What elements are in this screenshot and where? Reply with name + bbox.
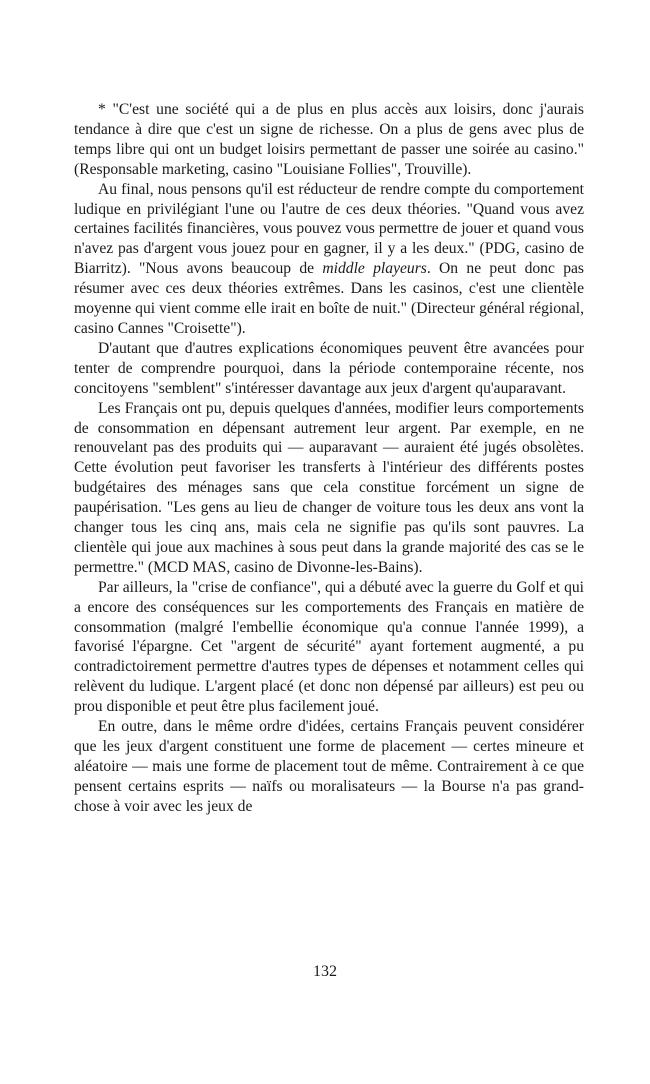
body-text xyxy=(74,100,584,817)
paragraph-3 xyxy=(74,339,584,399)
paragraph-1-text: * "C'est une société qui a de plus en plus accès aux loisirs, donc j'aurais tendance à dire que c'est un signe de richesse. On a plus de gens avec plus de temps libre qui ont un budget loisirs permettant de passer une soirée au casino." (Responsable marketing, casino "Louisiane Follies", Trouville). xyxy=(74,101,584,178)
paragraph-6-text: En outre, dans le même ordre d'idées, certains Français peuvent considérer que les jeux d'argent constituent une forme de placement — certes mineure et aléatoire — mais une forme de placement tout de même. Contrairement à ce que pensent certains esprits — naïfs ou moralisateurs — la Bourse n'a pas grand-chose à voir avec les jeux de xyxy=(74,718,584,815)
paragraph-5-text: Par ailleurs, la "crise de confiance", qui a débuté avec la guerre du Golf et qui a encore des conséquences sur les comportements des Français en matière de consommation (malgré l'embellie économique qu'a connue l'année 1999), a favorisé l'épargne. Cet "argent de sécurité" ayant fortement augmenté, a pu contradictoirement permettre d'autres types de dépenses et notamment celles qui relèvent du ludique. L'argent placé (et donc non dépensé par ailleurs) est peu ou prou disponible et peut être plus facilement joué. xyxy=(74,578,584,716)
paragraph-2-text-after: . On ne peut donc pas résumer avec ces deux théories extrêmes. Dans les casinos, c'est une clientèle moyenne qui vient comme elle irait en boîte de nuit." (Directeur général régional, casino Cannes "Croisette"). xyxy=(74,260,584,337)
paragraph-2-emphasis: middle playeurs xyxy=(322,260,427,278)
paragraph-3-text: D'autant que d'autres explications économiques peuvent être avancées pour tenter de comprendre pourquoi, dans la période contemporaine récente, nos concitoyens "semblent" s'intéresser davantage aux jeux d'argent qu'auparavant. xyxy=(74,339,584,397)
paragraph-5 xyxy=(74,578,584,717)
paragraph-4 xyxy=(74,399,584,578)
paragraph-6 xyxy=(74,717,584,817)
page-number: 132 xyxy=(313,963,337,980)
paragraph-2-text: Au final, nous pensons qu'il est réducteur de rendre compte du comportement ludique en privilégiant l'une ou l'autre de ces deux théories. "Quand vous avez certaines facilités financières, vous pouvez vous permettre de jouer et quand vous n'avez pas d'argent vous jouez pour en gagner, il y a les deux." (PDG, casino de Biarritz). "Nous avons beaucoup de xyxy=(74,180,584,278)
paragraph-4-text: Les Français ont pu, depuis quelques d'années, modifier leurs comportements de consommation en dépensant autrement leur argent. Par exemple, en ne renouvelant pas des produits qui — auparavant — auraient été jugés obsolètes. Cette évolution peut favoriser les transferts à l'intérieur des différents postes budgétaires des ménages sans que cela constitue forcément un signe de paupérisation. "Les gens au lieu de changer de voiture tous les deux ans vont la changer tous les cinq ans, mais cela ne signifie pas qu'ils sont pauvres. La clientèle qui joue aux machines à sous peut dans la grande majorité des cas se le permettre." (MCD MAS, casino de Divonne-les-Bains). xyxy=(74,399,584,576)
paragraph-1 xyxy=(74,100,584,180)
paragraph-2 xyxy=(74,180,584,339)
